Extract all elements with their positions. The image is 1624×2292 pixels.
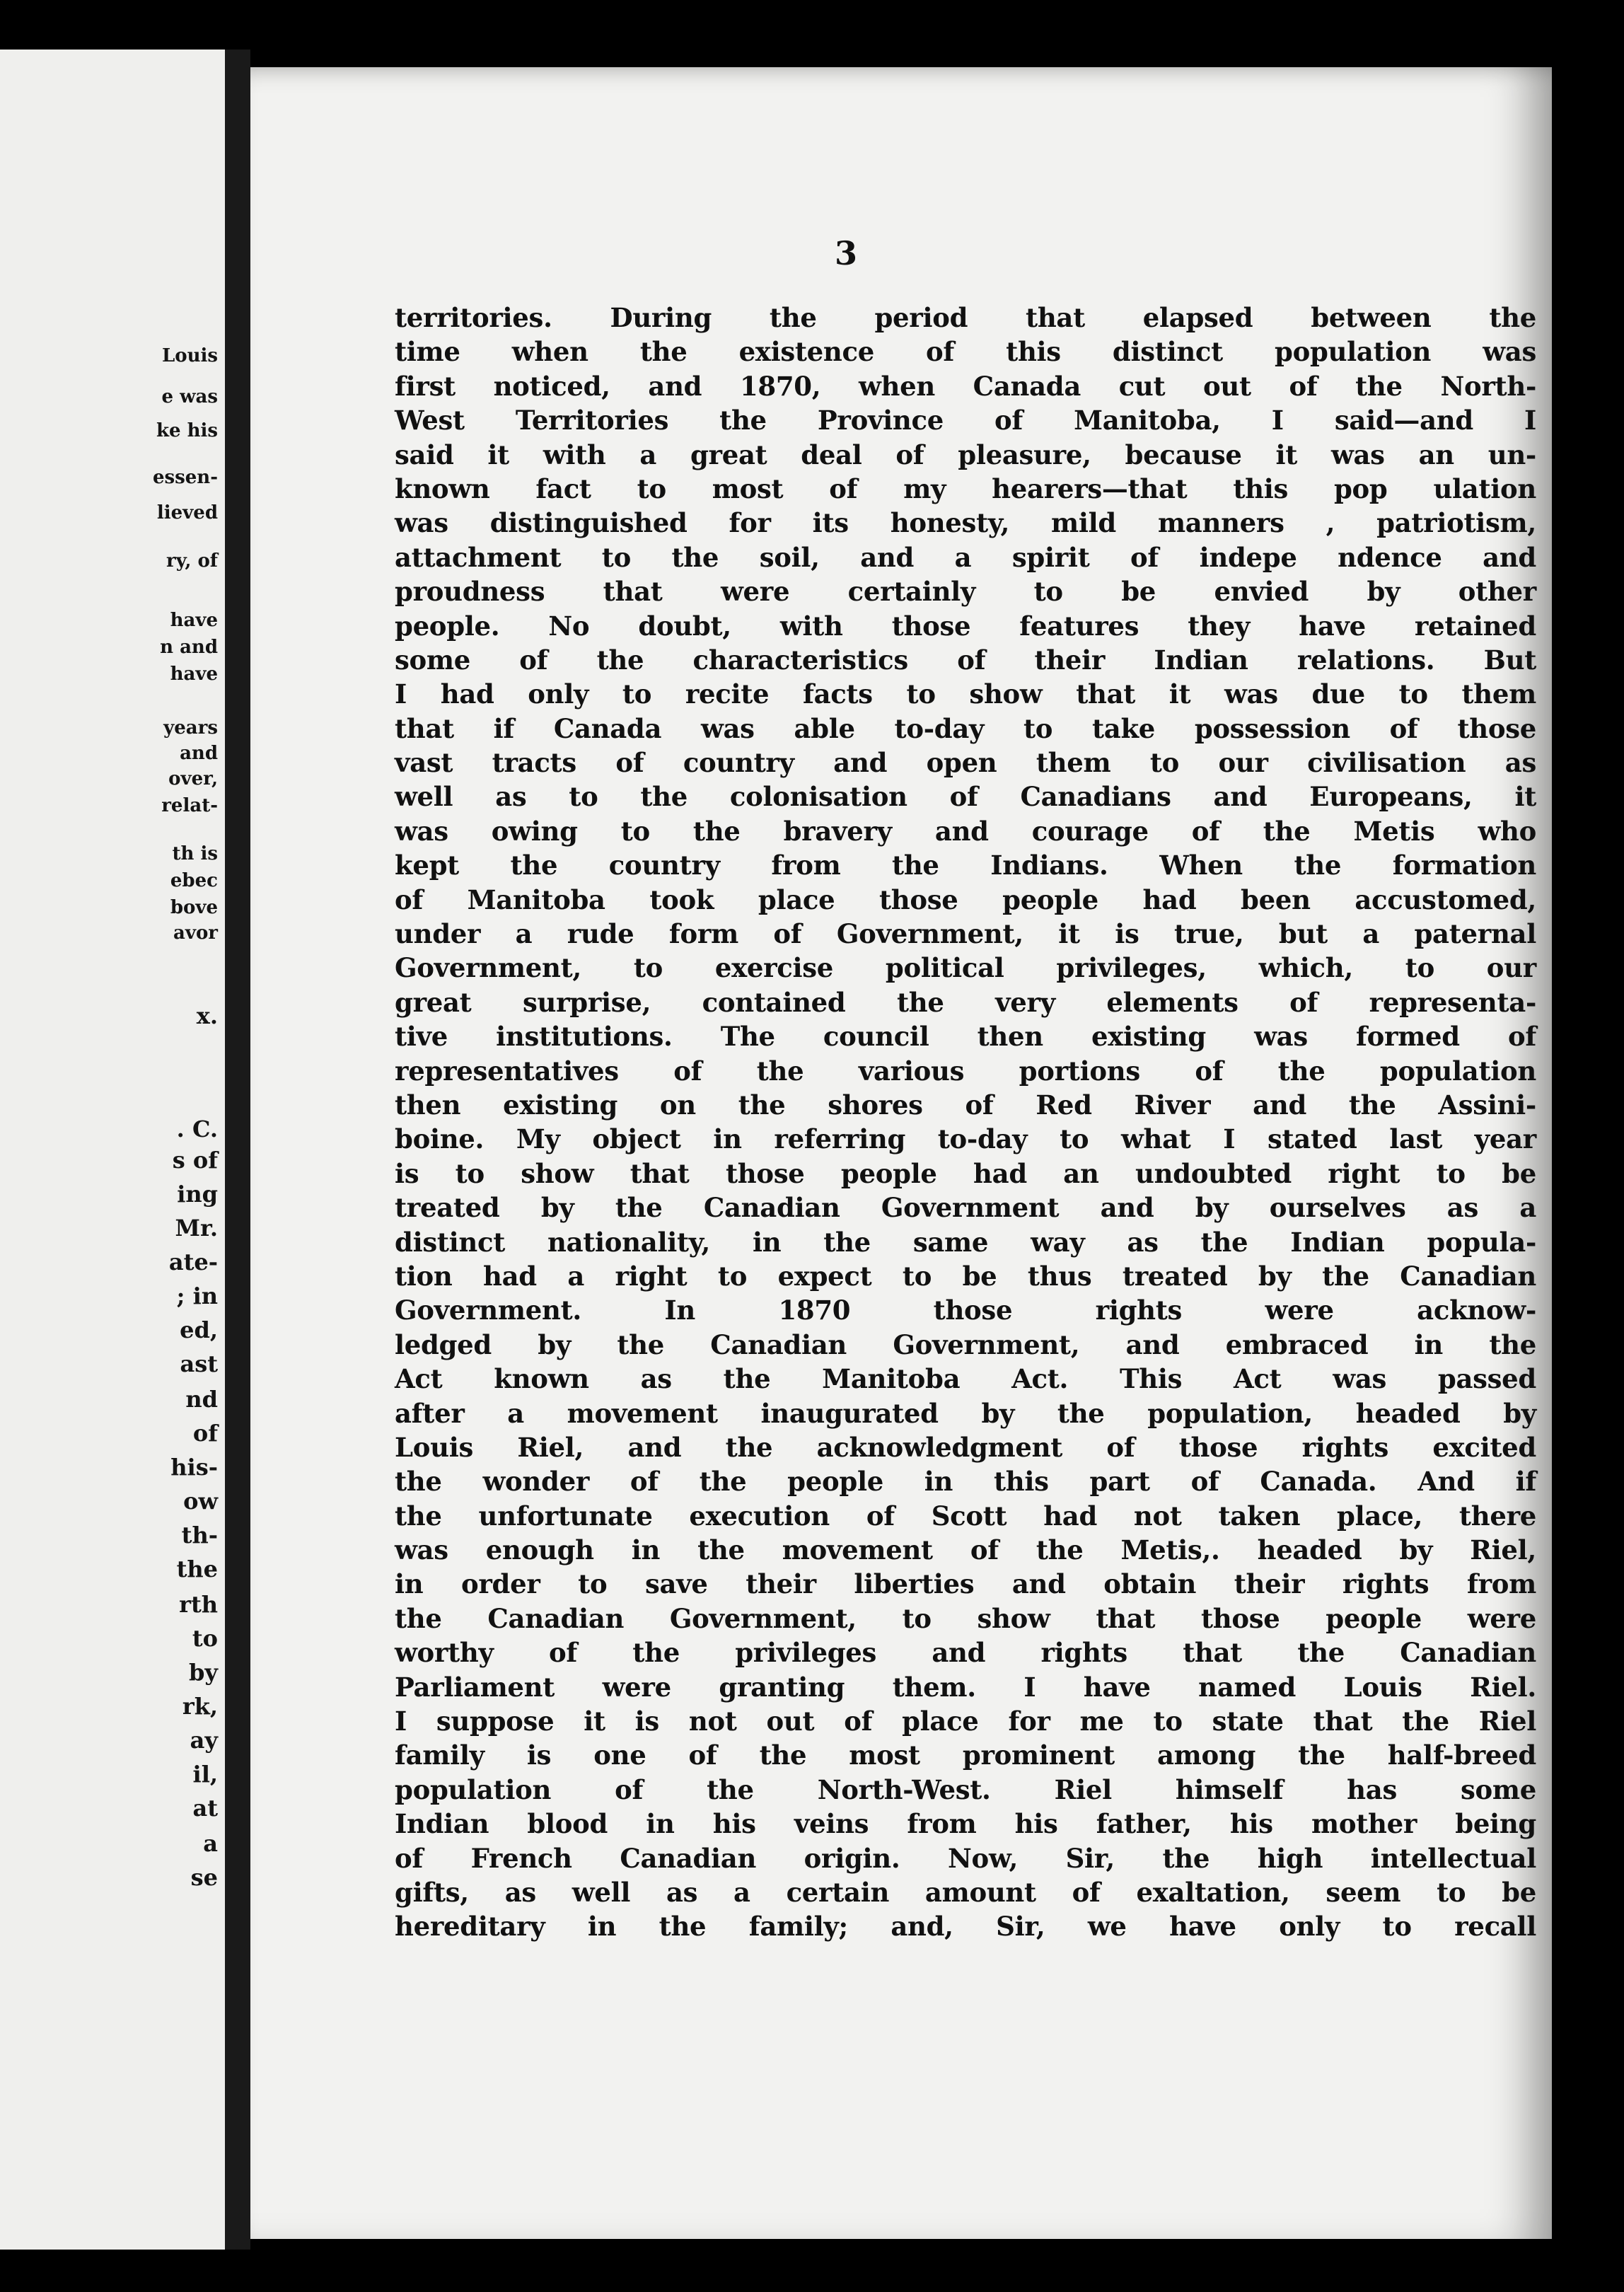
text-line: distinct nationality, in the same way as the Indian popula- [395,1226,1536,1258]
adjacent-page-text: essen- [152,467,218,488]
text-line: Act known as the Manitoba Act. This Act was passed [395,1363,1536,1395]
text-line: family is one of the most prominent among the half-breed [395,1740,1536,1771]
text-line: attachment to the soil, and a spirit of indepe ndence and [395,541,1536,573]
adjacent-page-text: ; in [176,1283,218,1309]
adjacent-page-text: ebec [170,870,218,891]
adjacent-page-text: il, [192,1761,218,1788]
adjacent-page-text: ay [190,1727,218,1754]
adjacent-page-text: the [176,1556,218,1582]
adjacent-page-text: e was [161,386,218,407]
adjacent-page-text: ing [177,1181,218,1208]
text-line: said it with a great deal of pleasure, because it was an un- [395,439,1536,470]
adjacent-page-text: nd [185,1386,218,1413]
text-line: people. No doubt, with those features they have retained [395,610,1536,642]
text-line: representatives of the various portions of the population [395,1055,1536,1087]
text-line: gifts, as well as a certain amount of exaltation, seem to be [395,1876,1536,1908]
text-line: Government, to exercise political privileges, which, to our [395,952,1536,984]
adjacent-page-text: at [192,1795,218,1822]
text-line: Government. In 1870 those rights were acknow- [395,1295,1536,1326]
text-line: tive institutions. The council then existing was formed of [395,1021,1536,1053]
adjacent-page-text: ry, of [166,550,218,572]
text-line: time when the existence of this distinct population was [395,336,1536,368]
document-page [250,67,1552,2239]
adjacent-page-text: relat- [161,795,218,816]
adjacent-page-text: th is [172,843,218,864]
text-line: I had only to recite facts to show that it was due to them [395,678,1536,710]
text-line: treated by the Canadian Government and by ourselves as a [395,1192,1536,1224]
text-line: of French Canadian origin. Now, Sir, the high intellectual [395,1842,1536,1874]
text-line: the Canadian Government, to show that those people were [395,1602,1536,1634]
text-line: well as to the colonisation of Canadians and Europeans, it [395,781,1536,813]
adjacent-page-text: rk, [182,1693,218,1720]
text-line: first noticed, and 1870, when Canada cut out of the North- [395,370,1536,402]
adjacent-page-text: th- [181,1522,218,1549]
adjacent-page-text: x. [196,1002,218,1029]
text-line: great surprise, contained the very elements of representa- [395,986,1536,1018]
text-line: was owing to the bravery and courage of the Metis who [395,815,1536,847]
text-line: Louis Riel, and the acknowledgment of those rights excited [395,1431,1536,1463]
adjacent-page-text: years [163,717,218,739]
text-line: tion had a right to expect to be thus treated by the Canadian [395,1260,1536,1292]
text-line: population of the North-West. Riel himself has some [395,1773,1536,1805]
text-line: known fact to most of my hearers—that this pop ulation [395,473,1536,504]
adjacent-page-text: bove [170,897,218,918]
adjacent-page-text: over, [168,768,218,789]
adjacent-page-text: his- [170,1454,218,1481]
text-line: some of the characteristics of their Indian relations. But [395,644,1536,676]
text-line: hereditary in the family; and, Sir, we have only to recall [395,1911,1536,1943]
text-line: that if Canada was able to-day to take possession of those [395,712,1536,744]
text-line: after a movement inaugurated by the population, headed by [395,1397,1536,1429]
adjacent-page-text: ed, [180,1316,218,1343]
text-line: territories. During the period that elapsed between the [395,302,1536,333]
adjacent-page-text: se [190,1864,218,1891]
text-line: in order to save their liberties and obtain their rights from [395,1568,1536,1600]
adjacent-page-text: ast [180,1350,218,1377]
text-line: ledged by the Canadian Government, and embraced in the [395,1329,1536,1360]
adjacent-page-text: n and [160,637,218,658]
adjacent-page-text: ate- [168,1249,218,1275]
text-line: Parliament were granting them. I have named Louis Riel. [395,1671,1536,1703]
text-line: the wonder of the people in this part of Canada. And if [395,1466,1536,1498]
adjacent-page-text: have [170,610,218,631]
text-line: then existing on the shores of Red River and the Assini- [395,1089,1536,1121]
adjacent-page-text: by [189,1659,218,1686]
text-line: vast tracts of country and open them to our civilisation as [395,747,1536,779]
text-line: West Territories the Province of Manitoba, I said—and I [395,405,1536,436]
adjacent-page-fragment [0,50,225,2250]
text-line: of Manitoba took place those people had been accustomed, [395,884,1536,915]
adjacent-page-text: ke his [156,420,218,441]
adjacent-page-text: of [192,1420,218,1447]
adjacent-page-text: to [192,1625,218,1652]
text-line: worthy of the privileges and rights that the Canadian [395,1637,1536,1669]
text-line: the unfortunate execution of Scott had not taken place, there [395,1500,1536,1532]
page-gutter [225,50,250,2250]
text-line: kept the country from the Indians. When the formation [395,850,1536,881]
adjacent-page-text: lieved [156,502,218,523]
adjacent-page-text: . C. [176,1116,218,1142]
text-line: proudness that were certainly to be envied by other [395,576,1536,608]
text-line: was enough in the movement of the Metis,. headed by Riel, [395,1534,1536,1566]
body-text [395,301,1536,1944]
adjacent-page-text: have [170,664,218,685]
adjacent-page-text: ow [183,1488,218,1515]
text-line: is to show that those people had an undoubted right to be [395,1157,1536,1189]
adjacent-page-text: avor [173,922,218,944]
adjacent-page-text: and [180,743,218,764]
text-line: I suppose it is not out of place for me to state that the Riel [395,1706,1536,1737]
text-line: under a rude form of Government, it is true, but a paternal [395,918,1536,950]
text-line: Indian blood in his veins from his father, his mother being [395,1808,1536,1840]
adjacent-page-text: s of [172,1147,218,1174]
text-line: boine. My object in referring to-day to what I stated last year [395,1123,1536,1155]
page-number: 3 [835,234,858,272]
adjacent-page-text: rth [179,1591,218,1618]
adjacent-page-text: Mr. [175,1215,218,1242]
text-line: was distinguished for its honesty, mild manners , patriotism, [395,507,1536,539]
adjacent-page-text: Louis [161,345,218,366]
adjacent-page-text: a [203,1830,218,1857]
